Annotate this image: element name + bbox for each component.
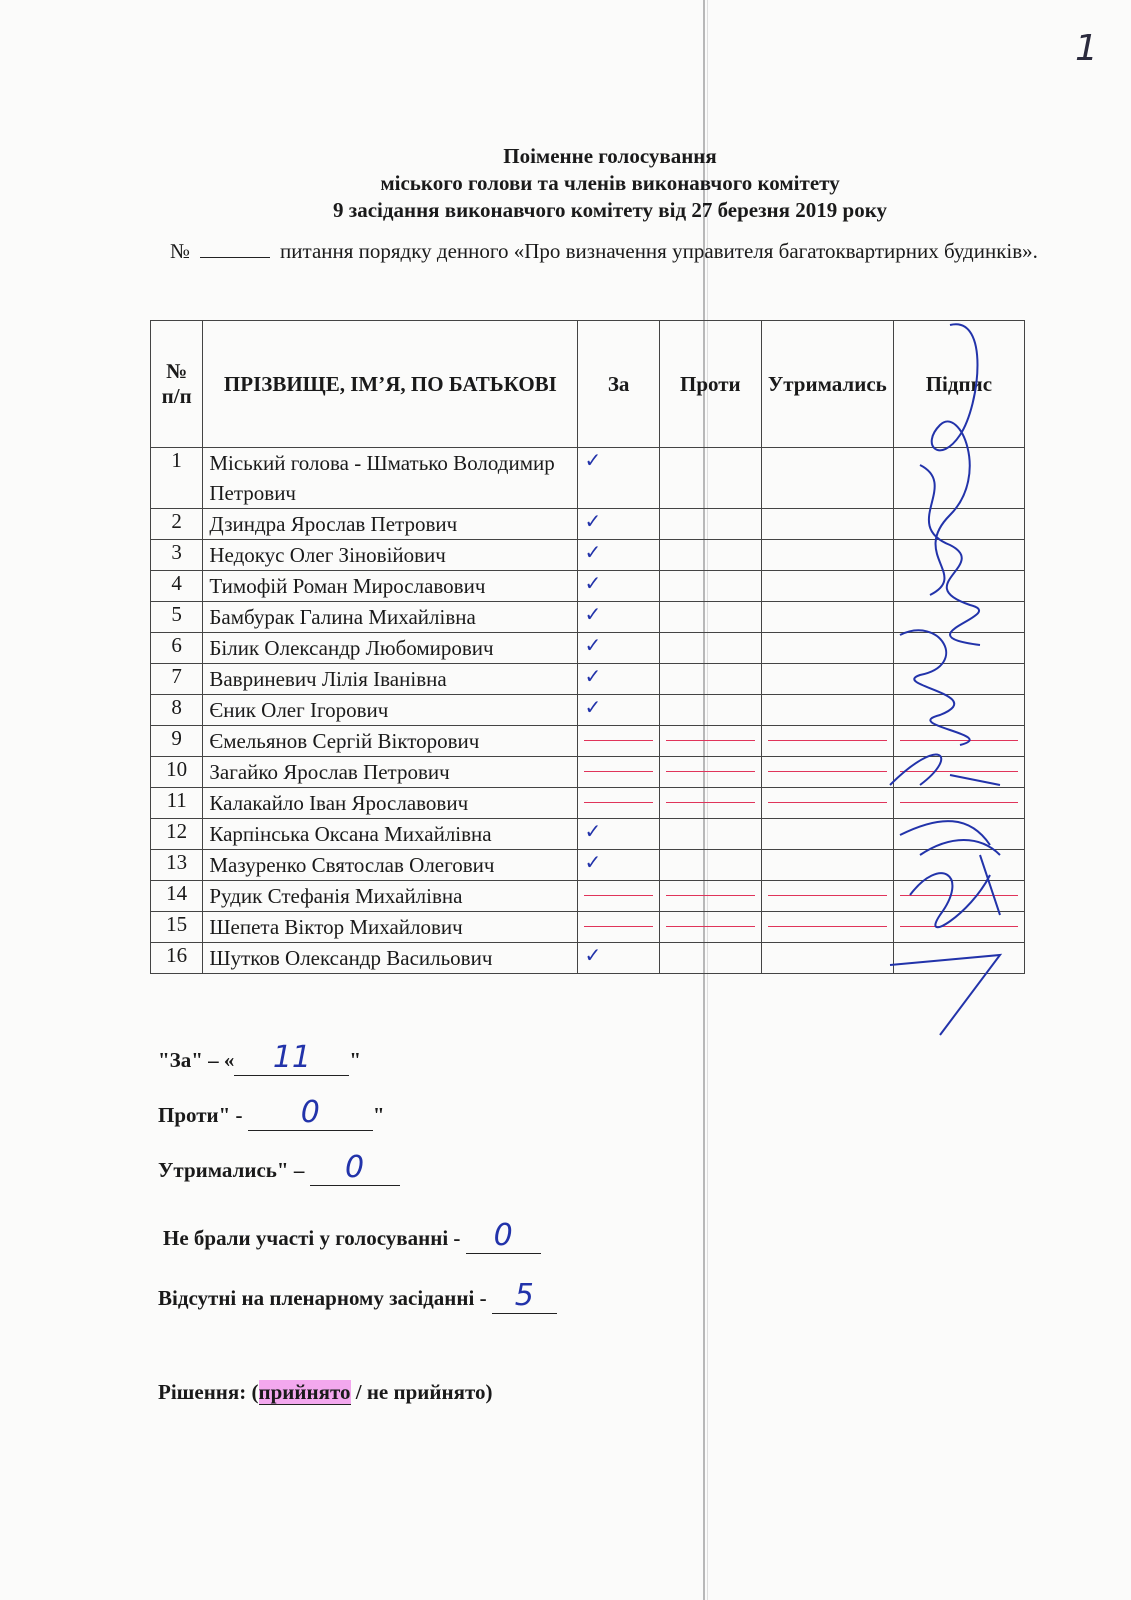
vote-against-cell	[659, 726, 761, 757]
strike-line	[666, 926, 755, 927]
vote-against-cell	[659, 664, 761, 695]
result-against-label: Проти" -	[158, 1103, 243, 1127]
result-not-voted-label: Не брали участі у голосуванні -	[163, 1226, 461, 1250]
checkmark-icon: ✓	[584, 695, 602, 719]
title-line-1: Поіменне голосування	[503, 144, 717, 168]
vote-against-cell	[659, 819, 761, 850]
vote-abstained-cell	[761, 695, 893, 726]
row-number: 11	[151, 788, 203, 819]
row-number: 3	[151, 540, 203, 571]
vote-against-cell	[659, 602, 761, 633]
member-name: Шепета Віктор Михайлович	[203, 912, 578, 943]
vote-abstained-cell	[761, 540, 893, 571]
col-header-signature: Підпис	[893, 321, 1024, 448]
vote-for-cell	[578, 664, 659, 695]
col-header-name: ПРІЗВИЩЕ, ІМ’Я, ПО БАТЬКОВІ	[203, 321, 578, 448]
vote-for-cell	[578, 602, 659, 633]
vote-for-cell	[578, 757, 659, 788]
strike-line	[768, 802, 887, 803]
strike-line	[768, 926, 887, 927]
vote-abstained-cell	[761, 819, 893, 850]
row-number: 8	[151, 695, 203, 726]
vote-for-cell	[578, 912, 659, 943]
member-name: Загайко Ярослав Петрович	[203, 757, 578, 788]
member-name: Білик Олександр Любомирович	[203, 633, 578, 664]
member-name: Бамбурак Галина Михайлівна	[203, 602, 578, 633]
vote-against-cell	[659, 881, 761, 912]
signatures-scribble	[880, 315, 1030, 1055]
result-against	[158, 1095, 384, 1131]
vote-for-cell	[578, 695, 659, 726]
row-number: 10	[151, 757, 203, 788]
vote-abstained-cell	[761, 726, 893, 757]
row-number: 6	[151, 633, 203, 664]
member-name: Недокус Олег Зіновійович	[203, 540, 578, 571]
vote-abstained-cell	[761, 850, 893, 881]
checkmark-icon: ✓	[584, 540, 602, 564]
vote-against-cell	[659, 695, 761, 726]
vote-abstained-cell	[761, 757, 893, 788]
vote-abstained-cell	[761, 664, 893, 695]
number-sign: №	[170, 239, 191, 263]
vote-for-cell	[578, 943, 659, 974]
result-for	[158, 1040, 361, 1076]
vote-against-cell	[659, 509, 761, 540]
row-number: 7	[151, 664, 203, 695]
vote-against-cell	[659, 757, 761, 788]
strike-line	[584, 926, 652, 927]
member-name: Міський голова - Шматько Володимир Петрович	[203, 448, 578, 509]
strike-line	[768, 895, 887, 896]
vote-against-cell	[659, 912, 761, 943]
strike-line	[584, 802, 652, 803]
row-number: 12	[151, 819, 203, 850]
checkmark-icon: ✓	[584, 664, 602, 688]
checkmark-icon: ✓	[584, 448, 602, 472]
result-not-voted-value: 0	[466, 1218, 541, 1254]
decision-label: Рішення: (	[158, 1380, 259, 1404]
page-number: 1	[1075, 28, 1098, 69]
member-name: Калакайло Іван Ярославович	[203, 788, 578, 819]
member-name: Єник Олег Ігорович	[203, 695, 578, 726]
vote-for-cell	[578, 788, 659, 819]
member-name: Рудик Стефанія Михайлівна	[203, 881, 578, 912]
result-for-label: "За" – «	[158, 1048, 235, 1072]
strike-line	[584, 740, 652, 741]
row-number: 2	[151, 509, 203, 540]
vote-abstained-cell	[761, 633, 893, 664]
result-for-tail: "	[349, 1048, 362, 1072]
row-number: 13	[151, 850, 203, 881]
title-line-3: 9 засідання виконавчого комітету від 27 березня 2019 року	[333, 198, 887, 222]
checkmark-icon: ✓	[584, 509, 602, 533]
col-header-for: За	[578, 321, 659, 448]
member-name: Карпінська Оксана Михайлівна	[203, 819, 578, 850]
row-number: 16	[151, 943, 203, 974]
member-name: Дзиндра Ярослав Петрович	[203, 509, 578, 540]
strike-line	[666, 895, 755, 896]
member-name: Тимофій Роман Мирославович	[203, 571, 578, 602]
agenda-item	[170, 238, 1060, 265]
result-for-value: 11	[234, 1040, 349, 1076]
vote-abstained-cell	[761, 571, 893, 602]
vote-for-cell	[578, 448, 659, 509]
vote-for-cell	[578, 819, 659, 850]
result-abstained-value: 0	[310, 1150, 400, 1186]
vote-for-cell	[578, 850, 659, 881]
vote-against-cell	[659, 788, 761, 819]
result-abstained	[158, 1150, 400, 1186]
vote-against-cell	[659, 943, 761, 974]
vote-abstained-cell	[761, 881, 893, 912]
result-abstained-label: Утримались" –	[158, 1158, 305, 1182]
row-number: 14	[151, 881, 203, 912]
checkmark-icon: ✓	[584, 819, 602, 843]
result-absent	[158, 1278, 557, 1314]
checkmark-icon: ✓	[584, 633, 602, 657]
strike-line	[768, 740, 887, 741]
checkmark-icon: ✓	[584, 602, 602, 626]
vote-abstained-cell	[761, 943, 893, 974]
strike-line	[666, 802, 755, 803]
strike-line	[584, 771, 652, 772]
row-number: 4	[151, 571, 203, 602]
result-absent-value: 5	[492, 1278, 557, 1314]
row-number: 1	[151, 448, 203, 509]
member-name: Вавриневич Лілія Іванівна	[203, 664, 578, 695]
vote-against-cell	[659, 540, 761, 571]
vote-abstained-cell	[761, 912, 893, 943]
result-absent-label: Відсутні на пленарному засіданні -	[158, 1286, 487, 1310]
strike-line	[666, 771, 755, 772]
checkmark-icon: ✓	[584, 571, 602, 595]
decision-line	[158, 1380, 492, 1405]
vote-abstained-cell	[761, 788, 893, 819]
vote-against-cell	[659, 571, 761, 602]
result-not-voted	[163, 1218, 541, 1254]
title-line-2: міського голови та членів виконавчого комітету	[380, 171, 840, 195]
strike-line	[666, 740, 755, 741]
vote-against-cell	[659, 633, 761, 664]
row-number: 15	[151, 912, 203, 943]
decision-rest: / не прийнято)	[350, 1380, 493, 1404]
vote-for-cell	[578, 571, 659, 602]
vote-for-cell	[578, 509, 659, 540]
col-header-against: Проти	[659, 321, 761, 448]
vote-for-cell	[578, 540, 659, 571]
checkmark-icon: ✓	[584, 943, 602, 967]
member-name: Ємельянов Сергій Вікторович	[203, 726, 578, 757]
strike-line	[768, 771, 887, 772]
member-name: Шутков Олександр Васильович	[203, 943, 578, 974]
vote-abstained-cell	[761, 602, 893, 633]
result-against-value: 0	[248, 1095, 373, 1131]
agenda-number-blank	[200, 257, 270, 258]
checkmark-icon: ✓	[584, 850, 602, 874]
agenda-text: питання порядку денного «Про визначення управителя багатоквартирних будинків».	[280, 239, 1038, 263]
member-name: Мазуренко Святослав Олегович	[203, 850, 578, 881]
vote-for-cell	[578, 726, 659, 757]
vote-abstained-cell	[761, 509, 893, 540]
vote-for-cell	[578, 633, 659, 664]
vote-abstained-cell	[761, 448, 893, 509]
col-header-num: № п/п	[151, 321, 203, 448]
col-header-abstained: Утримались	[761, 321, 893, 448]
vote-for-cell	[578, 881, 659, 912]
decision-accepted: прийнято	[258, 1380, 351, 1404]
strike-line	[584, 895, 652, 896]
row-number: 5	[151, 602, 203, 633]
result-against-tail: "	[372, 1103, 385, 1127]
document-title	[160, 143, 1060, 224]
vote-against-cell	[659, 448, 761, 509]
row-number: 9	[151, 726, 203, 757]
vote-against-cell	[659, 850, 761, 881]
